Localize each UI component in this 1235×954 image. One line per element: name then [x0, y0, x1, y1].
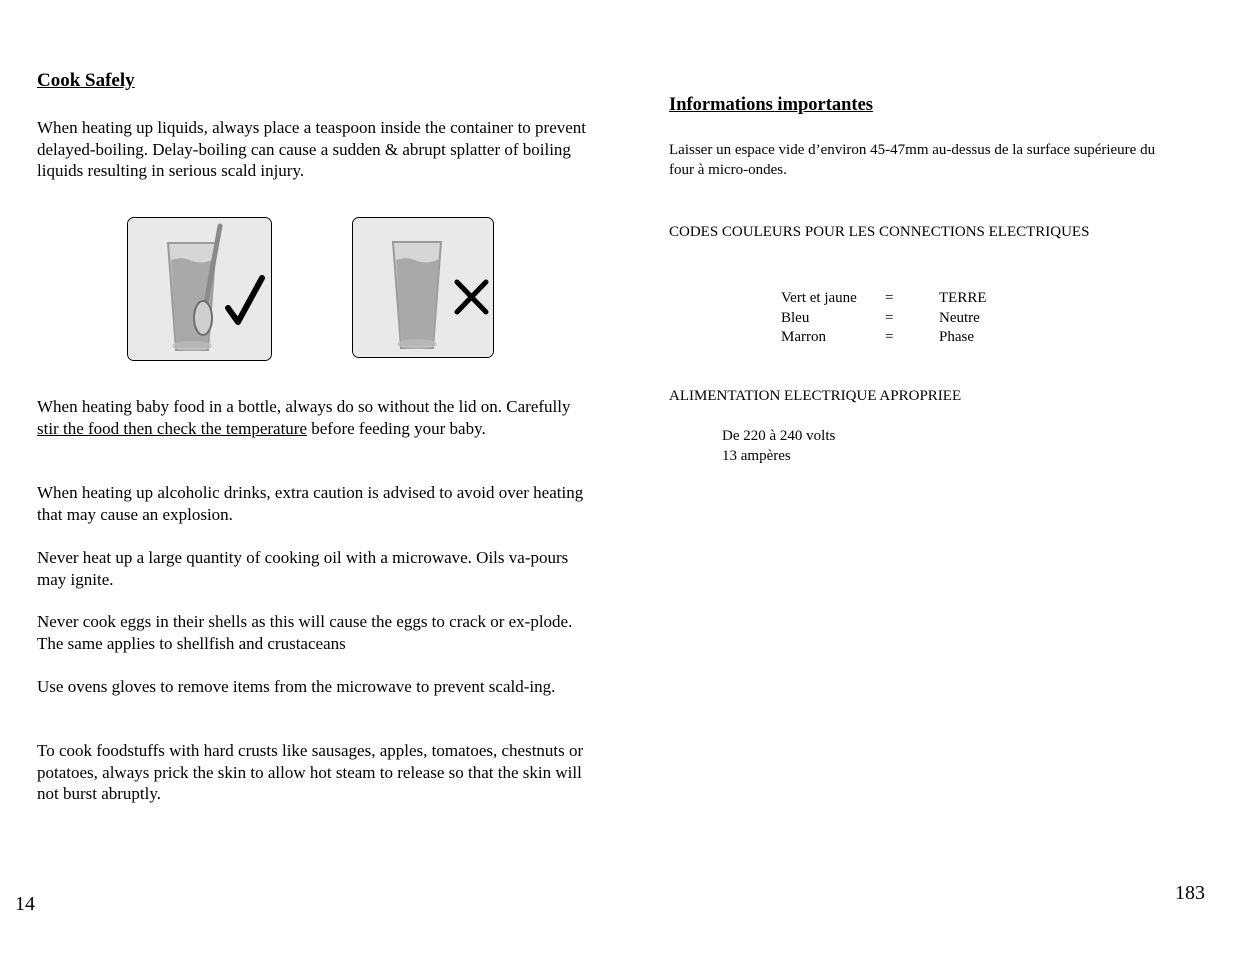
- glass-without-spoon-cross-icon: [352, 217, 494, 358]
- glass-with-spoon-checkmark-icon: [127, 217, 272, 361]
- paragraph-baby-food-text-1: When heating baby food in a bottle, always do so without the lid on. Carefully: [37, 397, 571, 416]
- equals-cell: =: [885, 290, 894, 306]
- color-cell: Bleu: [781, 309, 810, 326]
- amperage-text: 13 ampères: [722, 448, 791, 464]
- equals-cell: =: [885, 329, 894, 345]
- paragraph-baby-food-underlined: stir the food then check the temperature: [37, 418, 307, 438]
- page-number-left: 14: [15, 893, 35, 915]
- meaning-cell: Phase: [939, 329, 974, 345]
- paragraph-alcoholic-drinks: When heating up alcoholic drinks, extra caution is advised to avoid over heating that may cause an explosion.: [37, 483, 584, 524]
- paragraph-baby-food: [37, 396, 587, 439]
- intro-paragraph: Laisser un espace vide d’environ 45-47mm au-dessus de la surface supérieure du four à micro-ondes.: [669, 142, 1156, 178]
- voltage-text: De 220 à 240 volts: [722, 428, 836, 444]
- paragraph-cooking-oil: Never heat up a large quantity of cooking oil with a microwave. Oils va-pours may ignite.: [37, 548, 569, 589]
- paragraph-eggs: Never cook eggs in their shells as this will cause the eggs to crack or ex-plode. The same applies to shellfish and crustaceans: [37, 612, 573, 653]
- section-title-informations-importantes: Informations importantes: [669, 95, 874, 115]
- color-codes-heading: CODES COULEURS POUR LES CONNECTIONS ELECTRIQUES: [669, 224, 1090, 240]
- paragraph-liquids: When heating up liquids, always place a teaspoon inside the container to prevent delayed-boiling. Delay-boiling can cause a sudden & abrupt splatter of boiling liquids resulting in serious scald injury.: [37, 118, 587, 181]
- power-supply-heading: ALIMENTATION ELECTRIQUE APROPRIEE: [669, 388, 962, 404]
- table-row: [781, 309, 987, 329]
- page-number-right: 183: [1175, 882, 1205, 904]
- color-cell: Marron: [781, 329, 826, 345]
- table-row: [781, 328, 987, 348]
- paragraph-hard-crusts: To cook foodstuffs with hard crusts like sausages, apples, tomatoes, chestnuts or potatoes, always prick the skin to allow hot steam to release so that the skin will not burst abruptly.: [37, 741, 584, 804]
- color-cell: Vert et jaune: [781, 290, 857, 306]
- paragraph-baby-food-text-2: before feeding your baby.: [307, 418, 486, 438]
- table-row: [781, 289, 987, 309]
- equals-cell: =: [885, 309, 894, 326]
- section-title-cook-safely: Cook Safely: [37, 70, 135, 91]
- paragraph-oven-gloves: Use ovens gloves to remove items from the microwave to prevent scald-ing.: [37, 677, 556, 696]
- meaning-cell: Neutre: [939, 309, 980, 326]
- color-codes-table: [781, 289, 987, 348]
- meaning-cell: TERRE: [939, 290, 987, 306]
